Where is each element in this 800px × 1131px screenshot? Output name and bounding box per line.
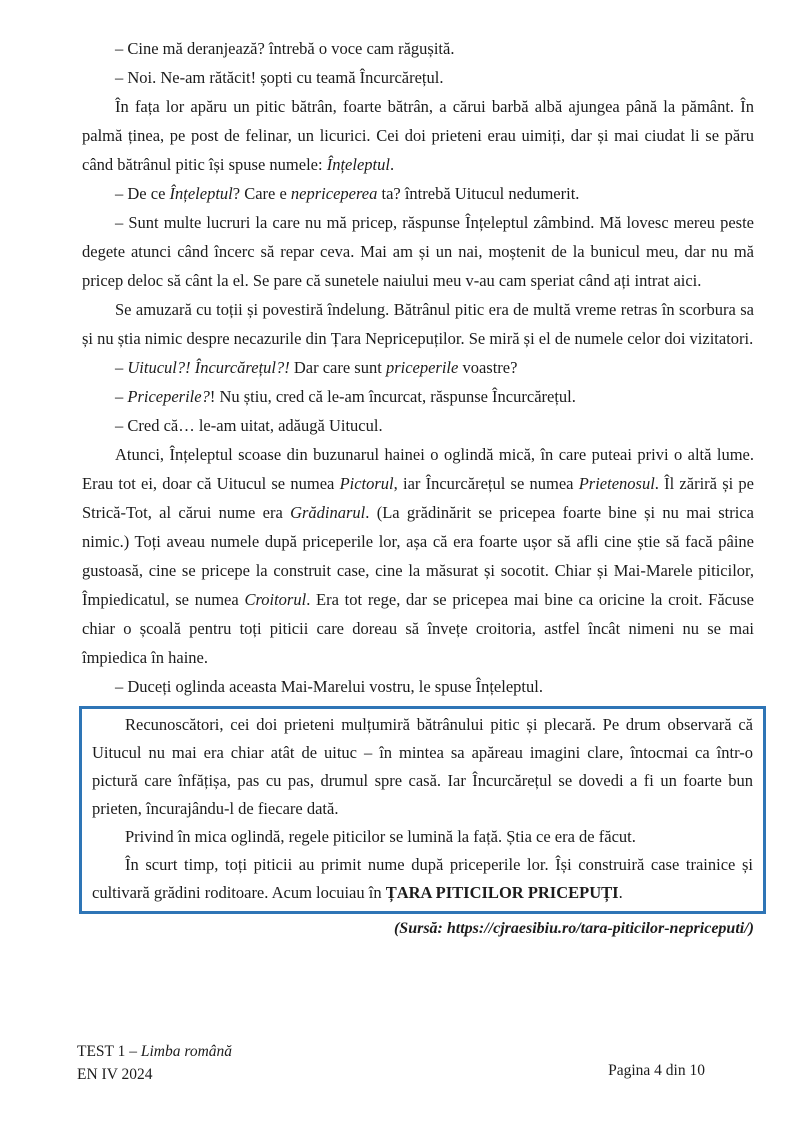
paragraph (92, 823, 753, 851)
paragraph (82, 440, 754, 672)
paragraph (82, 295, 754, 353)
text-run: priceperile (385, 358, 459, 377)
footer-test-title (77, 1040, 232, 1063)
highlighted-ending-box (79, 706, 766, 914)
text-run: Grădinarul (290, 503, 366, 522)
text-run: Prietenosul (578, 474, 655, 493)
text-run: – Duceți oglinda aceasta Mai-Marelui vostru, le spuse Înțeleptul. (115, 677, 543, 696)
text-run: Înțeleptul (326, 155, 390, 174)
paragraph (82, 353, 754, 382)
text-run: , iar Încurcărețul se numea (393, 474, 579, 493)
story-paragraphs (82, 34, 754, 701)
text-run: . (618, 883, 623, 902)
text-run: Atunci, Înțeleptul scoase din buzunarul hainei o oglindă mică, în care puteai privi o altă lume. Erau tot ei, doar că Uitucul se numea (82, 445, 754, 493)
text-run: Croitorul (244, 590, 307, 609)
text-run: . (389, 155, 395, 174)
text-run: – Noi. Ne-am rătăcit! șopti cu teamă Încurcărețul. (115, 68, 444, 87)
paragraph (92, 851, 753, 907)
text-run: ta? întrebă Uitucul nedumerit. (377, 184, 580, 203)
footer-test-info (77, 1040, 232, 1086)
text-run: – (115, 387, 128, 406)
text-run: nepriceperea (290, 184, 378, 203)
text-run: Priceperile? (127, 387, 210, 406)
text-run: Recunoscători, cei doi prieteni mulțumiră bătrânului pitic și plecară. Pe drum observară că Uitucul nu mai era chiar atât de uituc – în mintea sa apăreau imagini clare, întocmai ca într-o pictură care înfățișa, pas cu pas, drumul spre casă. Iar Încurcărețul se dovedi a fi un foarte bun prieten, încurajându-l de fiecare dată. (92, 715, 753, 818)
text-run: Înțeleptul (169, 184, 233, 203)
footer-test-label: TEST 1 – (77, 1043, 141, 1060)
text-run: ȚARA PITICILOR PRICEPUȚI (385, 883, 619, 902)
footer-exam-code: EN IV 2024 (77, 1066, 153, 1083)
text-run: ! Nu știu, cred că le-am încurcat, răspunse Încurcărețul. (209, 387, 576, 406)
text-run: – Cred că… le-am uitat, adăugă Uitucul. (115, 416, 383, 435)
text-run: – Sunt multe lucruri la care nu mă pricep, răspunse Înțeleptul zâmbind. Mă lovesc mereu peste degete atunci când încerc să repar ceva. Mai am și un nai, moștenit de la bunicul meu, dar nu mă pricep deloc să cânt la el. Se pare că sunetele naiului meu v-au cam speriat când ați intrat aici. (82, 213, 754, 290)
story-text-block (82, 34, 754, 943)
text-run: ? Care e (232, 184, 291, 203)
paragraph (82, 63, 754, 92)
text-run: voastre? (458, 358, 518, 377)
paragraph (82, 208, 754, 295)
text-run: Se amuzară cu toții și povestiră îndelung. Bătrânul pitic era de multă vreme retras în scorbura sa și nu știa nimic despre necazurile din Țara Nepricepuților. Se miră și el de numele celor doi vizitatori. (82, 300, 754, 348)
text-run: Privind în mica oglindă, regele piticilor se lumină la față. Știa ce era de făcut. (125, 827, 636, 846)
boxed-paragraphs (92, 711, 753, 907)
source-citation: (Sursă: https://cjraesibiu.ro/tara-piticilor-nepriceputi/) (393, 920, 754, 937)
text-run: – (115, 358, 128, 377)
paragraph (82, 382, 754, 411)
text-run: Uitucul?! Încurcărețul?! (127, 358, 290, 377)
paragraph (82, 179, 754, 208)
paragraph (82, 34, 754, 63)
text-run: – Cine mă deranjează? întrebă o voce cam răgușită. (115, 39, 455, 58)
paragraph (82, 411, 754, 440)
paragraph (92, 711, 753, 823)
page-number: Pagina 4 din 10 (608, 1062, 705, 1079)
footer-subject: Limba română (140, 1043, 233, 1060)
text-run: . Îl zăriră și pe Strică-Tot, al cărui nume era (82, 474, 754, 522)
text-run: În scurt timp, toți piticii au primit nume după priceperile lor. Își construiră case trainice și cultivară grădini roditoare. Acum locuiau în (92, 855, 753, 902)
text-run: – De ce (115, 184, 170, 203)
paragraph (82, 672, 754, 701)
text-run: Dar care sunt (289, 358, 386, 377)
text-run: În fața lor apăru un pitic bătrân, foarte bătrân, a cărui barbă albă ajungea până la pământ. În palmă ținea, pe post de felinar, un licurici. Cei doi prieteni erau uimiți, dar și mai ciudat li se păru când bătrânul pitic își spuse numele: (82, 97, 754, 174)
text-run: . Era tot rege, dar se pricepea mai bine ca oricine la croit. Făcuse chiar o școală pentru toți piticii care doreau să învețe croitoria, astfel încât nimeni nu se mai împiedica în haine. (82, 590, 754, 667)
text-run: Pictorul (339, 474, 394, 493)
paragraph (82, 92, 754, 179)
text-run: . (La grădinărit se pricepea foarte bine și nu mai strica nimic.) Toți aveau numele după priceperile lor, așa că era foarte ușor să afli cine știe să facă pâine gustoasă, cine se pricepe la construit case, cine la măsurat și socotit. Chiar și Mai-Marele piticilor, Împiedicatul, se numea (82, 503, 754, 609)
